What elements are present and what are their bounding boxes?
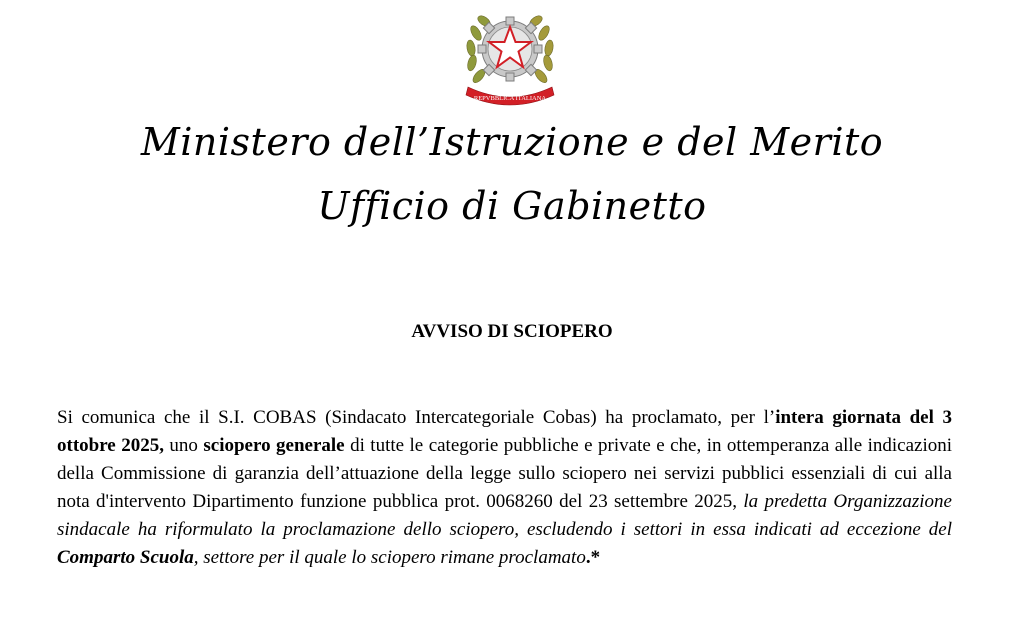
italian-republic-emblem-icon [462,3,558,108]
body-comparto-scuola: Comparto Scuola [57,547,194,568]
body-strike-date: intera giornata del 3 ottobre 2025, [57,407,952,456]
body-end-mark: .* [585,547,601,568]
body-strike-type: sciopero generale [203,435,345,456]
notice-heading: AVVISO DI SCIOPERO [411,321,613,342]
notice-body [57,404,952,572]
body-intro: Si comunica che il S.I. COBAS (Sindacato Intercategoriale Cobas) ha proclamato, per l’ [57,407,776,428]
body-italic: la predetta Organizzazione sindacale ha riformulato la proclamazione dello sciopero, escludendo i settori in essa indicati ad eccezione del [57,491,952,540]
emblem-ribbon-text: REPVBBLICA ITALIANA [473,95,547,102]
body-mid: uno [163,435,204,456]
body-italic-end: , settore per il quale lo sciopero rimane proclamato [193,547,586,568]
ministry-title: Ministero dell’Istruzione e del Merito [140,120,884,164]
office-title: Ufficio di Gabinetto [317,184,707,228]
body-after: di tutte le categorie pubbliche e private e che, in ottemperanza alle indicazioni della Commissione di garanzia dell’attuazione della legge sullo sciopero nei servizi pubblici essenziali di cui alla nota d'intervento Dipartimento funzione pubblica prot. 0068260 del 23 settembre 2025, [57,435,953,512]
